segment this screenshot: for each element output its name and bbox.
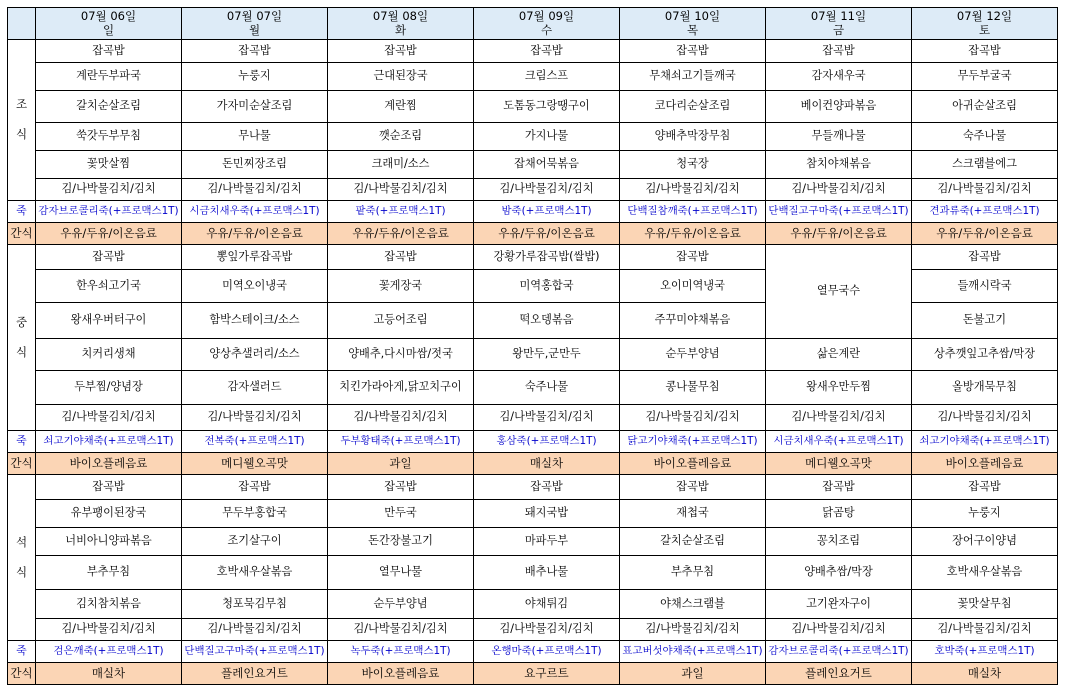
- breakfast-label: [8, 40, 36, 201]
- menu-cell: 김/나박물김치/김치: [912, 619, 1058, 641]
- juk-cell: 전복죽(+프로맥스1T): [182, 431, 328, 453]
- header-row: [8, 8, 1058, 40]
- menu-cell: 올방개묵무침: [912, 371, 1058, 405]
- menu-cell: 오이미역냉국: [620, 270, 766, 303]
- juk-label: 죽: [8, 641, 36, 663]
- menu-cell: 김/나박물김치/김치: [36, 179, 182, 201]
- dinner-juk-row: [8, 641, 1058, 663]
- menu-cell: 잡곡밥: [328, 245, 474, 270]
- menu-cell: 조기살구이: [182, 528, 328, 556]
- lunch-label-char: 중: [15, 314, 28, 329]
- menu-cell: 김치참치볶음: [36, 590, 182, 619]
- menu-cell: 호박새우살볶음: [182, 556, 328, 590]
- menu-cell: 감자새우국: [766, 63, 912, 91]
- day-weekday: 목: [686, 22, 699, 37]
- menu-cell: 김/나박물김치/김치: [766, 405, 912, 431]
- menu-cell: 잡곡밥: [474, 40, 620, 63]
- menu-cell: 부추무침: [620, 556, 766, 590]
- menu-cell: 야채튀김: [474, 590, 620, 619]
- breakfast-row: [8, 179, 1058, 201]
- menu-cell: 깻순조림: [328, 123, 474, 151]
- menu-cell: 김/나박물김치/김치: [328, 179, 474, 201]
- snack-cell: 매실차: [912, 663, 1058, 685]
- snack-cell: 메디웰오곡맛: [182, 453, 328, 475]
- menu-cell: 아귀순살조림: [912, 91, 1058, 123]
- menu-cell: 잡곡밥: [36, 245, 182, 270]
- menu-cell: 숙주나물: [474, 371, 620, 405]
- breakfast-label-char: 식: [15, 127, 28, 141]
- menu-cell: 야채스크램블: [620, 590, 766, 619]
- menu-cell: 잡곡밥: [766, 40, 912, 63]
- menu-cell: 김/나박물김치/김치: [474, 619, 620, 641]
- menu-cell: 만두국: [328, 500, 474, 528]
- juk-label: 죽: [8, 431, 36, 453]
- menu-cell: 한우쇠고기국: [36, 270, 182, 303]
- day-date: 07월 12일: [956, 9, 1013, 24]
- menu-cell: 꽃맛살찜: [36, 151, 182, 179]
- dinner-row: [8, 500, 1058, 528]
- menu-cell: 잡곡밥: [328, 475, 474, 500]
- day-header: [766, 8, 912, 40]
- menu-cell: 고등어조림: [328, 303, 474, 339]
- menu-cell: 잡곡밥: [36, 475, 182, 500]
- menu-cell: 치킨가라아게,닭꼬치구이: [328, 371, 474, 405]
- menu-cell: 잡곡밥: [766, 475, 912, 500]
- corner-cell: [8, 8, 36, 40]
- menu-cell: 돈불고기: [912, 303, 1058, 339]
- juk-cell: 닭고기야채죽(+프로맥스1T): [620, 431, 766, 453]
- snack-cell: 플레인요거트: [766, 663, 912, 685]
- meal-schedule-table: [7, 7, 1058, 685]
- menu-cell: 김/나박물김치/김치: [182, 619, 328, 641]
- menu-cell: 김/나박물김치/김치: [912, 179, 1058, 201]
- menu-cell: 유부팽이된장국: [36, 500, 182, 528]
- menu-cell: 양상추샐러리/소스: [182, 339, 328, 371]
- snack-label: 간식: [8, 453, 36, 475]
- dinner-label-char: 석: [15, 534, 28, 549]
- snack-cell: 우유/두유/이온음료: [766, 223, 912, 245]
- menu-cell: 무채쇠고기들깨국: [620, 63, 766, 91]
- juk-cell: 팥죽(+프로맥스1T): [328, 201, 474, 223]
- menu-cell: 콩나물무침: [620, 371, 766, 405]
- menu-cell: 고기완자구이: [766, 590, 912, 619]
- menu-cell: 김/나박물김치/김치: [620, 179, 766, 201]
- menu-cell: 잡채어묵볶음: [474, 151, 620, 179]
- menu-cell: 김/나박물김치/김치: [474, 179, 620, 201]
- day-header: [474, 8, 620, 40]
- menu-cell: 김/나박물김치/김치: [766, 179, 912, 201]
- snack-cell: 우유/두유/이온음료: [474, 223, 620, 245]
- juk-cell: 단백질참깨죽(+프로맥스1T): [620, 201, 766, 223]
- dinner-row: [8, 590, 1058, 619]
- juk-cell: 시금치새우죽(+프로맥스1T): [766, 431, 912, 453]
- menu-cell: 계란두부파국: [36, 63, 182, 91]
- juk-cell: 온행마죽(+프로맥스1T): [474, 641, 620, 663]
- snack-cell: 우유/두유/이온음료: [182, 223, 328, 245]
- menu-cell: 김/나박물김치/김치: [36, 405, 182, 431]
- day-date: 07월 07일: [226, 9, 283, 24]
- menu-cell: 감자샐러드: [182, 371, 328, 405]
- menu-cell: 삶은계란: [766, 339, 912, 371]
- menu-cell: 가자미순살조림: [182, 91, 328, 123]
- menu-cell: 크래미/소스: [328, 151, 474, 179]
- menu-cell: 돼지국밥: [474, 500, 620, 528]
- dinner-label-char: 식: [15, 564, 28, 579]
- menu-cell: 강황가루잡곡밥(쌀밥): [474, 245, 620, 270]
- day-date: 07월 08일: [372, 9, 429, 24]
- menu-cell: 잡곡밥: [912, 245, 1058, 270]
- lunch-snack-row: [8, 453, 1058, 475]
- lunch-row: [8, 405, 1058, 431]
- juk-cell: 감자브로콜리죽(+프로맥스1T): [36, 201, 182, 223]
- snack-cell: 과일: [328, 453, 474, 475]
- menu-cell: 상추깻잎고추쌈/막장: [912, 339, 1058, 371]
- menu-cell: 떡오뎅볶음: [474, 303, 620, 339]
- snack-cell: 우유/두유/이온음료: [328, 223, 474, 245]
- menu-cell: 김/나박물김치/김치: [912, 405, 1058, 431]
- menu-cell: 누룽지: [182, 63, 328, 91]
- menu-cell: 돈민찌장조림: [182, 151, 328, 179]
- menu-cell: 잡곡밥: [912, 40, 1058, 63]
- juk-cell: 검은깨죽(+프로맥스1T): [36, 641, 182, 663]
- juk-cell: 녹두죽(+프로맥스1T): [328, 641, 474, 663]
- menu-cell: 잡곡밥: [620, 475, 766, 500]
- snack-cell: 요구르트: [474, 663, 620, 685]
- menu-cell: 누룽지: [912, 500, 1058, 528]
- lunch-row: [8, 371, 1058, 405]
- snack-cell: 매실차: [36, 663, 182, 685]
- menu-cell: 김/나박물김치/김치: [328, 619, 474, 641]
- menu-cell: 주꾸미야채볶음: [620, 303, 766, 339]
- juk-cell: 시금치새우죽(+프로맥스1T): [182, 201, 328, 223]
- menu-cell: 치커리생채: [36, 339, 182, 371]
- menu-cell: 미역오이냉국: [182, 270, 328, 303]
- menu-cell: 꽁치조림: [766, 528, 912, 556]
- breakfast-snack-row: [8, 223, 1058, 245]
- juk-cell: 감자브로콜리죽(+프로맥스1T): [766, 641, 912, 663]
- menu-cell: 참치야채볶음: [766, 151, 912, 179]
- menu-cell: 근대된장국: [328, 63, 474, 91]
- juk-cell: 표고버섯야채죽(+프로맥스1T): [620, 641, 766, 663]
- day-weekday: 금: [832, 22, 845, 37]
- menu-cell: 너비아니양파볶음: [36, 528, 182, 556]
- menu-cell: 김/나박물김치/김치: [182, 405, 328, 431]
- menu-cell: 무들깨나물: [766, 123, 912, 151]
- juk-cell: 단백질고구마죽(+프로맥스1T): [766, 201, 912, 223]
- menu-cell: 배추나물: [474, 556, 620, 590]
- menu-cell: 잡곡밥: [912, 475, 1058, 500]
- snack-cell: 매실차: [474, 453, 620, 475]
- menu-cell: 두부찜/양념장: [36, 371, 182, 405]
- day-weekday: 수: [540, 22, 553, 37]
- menu-cell: 김/나박물김치/김치: [474, 405, 620, 431]
- snack-label: 간식: [8, 663, 36, 685]
- snack-cell: 우유/두유/이온음료: [36, 223, 182, 245]
- menu-cell: 김/나박물김치/김치: [766, 619, 912, 641]
- dinner-snack-row: [8, 663, 1058, 685]
- snack-cell: 메디웰오곡맛: [766, 453, 912, 475]
- menu-cell: 청국장: [620, 151, 766, 179]
- menu-cell: 김/나박물김치/김치: [328, 405, 474, 431]
- snack-cell: 플레인요거트: [182, 663, 328, 685]
- menu-cell: 잡곡밥: [36, 40, 182, 63]
- lunch-juk-row: [8, 431, 1058, 453]
- breakfast-row: [8, 123, 1058, 151]
- menu-cell: 순두부양념: [328, 590, 474, 619]
- menu-cell: 갈치순살조림: [620, 528, 766, 556]
- menu-cell: 돈간장불고기: [328, 528, 474, 556]
- breakfast-juk-row: [8, 201, 1058, 223]
- menu-cell: 김/나박물김치/김치: [620, 405, 766, 431]
- snack-cell: 바이오플레음료: [328, 663, 474, 685]
- menu-cell: 김/나박물김치/김치: [620, 619, 766, 641]
- menu-cell: 양배추,다시마쌈/젓국: [328, 339, 474, 371]
- menu-cell: 무나물: [182, 123, 328, 151]
- juk-cell: 호박죽(+프로맥스1T): [912, 641, 1058, 663]
- menu-cell: 도톰동그랑땡구이: [474, 91, 620, 123]
- breakfast-row: [8, 63, 1058, 91]
- menu-cell: 들깨시락국: [912, 270, 1058, 303]
- snack-cell: 바이오플레음료: [36, 453, 182, 475]
- menu-cell: 미역홍합국: [474, 270, 620, 303]
- breakfast-row: [8, 91, 1058, 123]
- menu-cell: 왕새우만두찜: [766, 371, 912, 405]
- snack-cell: 바이오플레음료: [620, 453, 766, 475]
- menu-cell: 잡곡밥: [620, 40, 766, 63]
- menu-cell: 뽕잎가루잡곡밥: [182, 245, 328, 270]
- snack-label: 간식: [8, 223, 36, 245]
- menu-cell: 잡곡밥: [182, 40, 328, 63]
- snack-cell: 우유/두유/이온음료: [620, 223, 766, 245]
- menu-cell: 김/나박물김치/김치: [36, 619, 182, 641]
- menu-cell: 함박스테이크/소스: [182, 303, 328, 339]
- day-date: 07월 06일: [80, 9, 137, 24]
- juk-cell: 쇠고기야채죽(+프로맥스1T): [36, 431, 182, 453]
- juk-cell: 단백질고구마죽(+프로맥스1T): [182, 641, 328, 663]
- menu-cell: 왕만두,군만두: [474, 339, 620, 371]
- menu-cell: 베이컨양파볶음: [766, 91, 912, 123]
- menu-cell: 양배추막장무침: [620, 123, 766, 151]
- menu-cell: 김/나박물김치/김치: [182, 179, 328, 201]
- day-header: [620, 8, 766, 40]
- day-date: 07월 09일: [518, 9, 575, 24]
- menu-cell: 숙주나물: [912, 123, 1058, 151]
- menu-cell: 갈치순살조림: [36, 91, 182, 123]
- day-weekday: 월: [248, 22, 261, 37]
- dinner-row: [8, 528, 1058, 556]
- menu-cell: 장어구이양념: [912, 528, 1058, 556]
- menu-cell: 계란찜: [328, 91, 474, 123]
- menu-cell: 순두부양념: [620, 339, 766, 371]
- snack-cell: 과일: [620, 663, 766, 685]
- breakfast-label-char: 조: [15, 97, 28, 112]
- menu-cell: 재첩국: [620, 500, 766, 528]
- menu-cell: 잡곡밥: [620, 245, 766, 270]
- lunch-label: [8, 245, 36, 431]
- menu-cell: 잡곡밥: [328, 40, 474, 63]
- breakfast-row: [8, 151, 1058, 179]
- menu-cell: 열무국수: [766, 245, 912, 339]
- menu-cell: 왕새우버터구이: [36, 303, 182, 339]
- snack-cell: 바이오플레음료: [912, 453, 1058, 475]
- menu-cell: 부추무침: [36, 556, 182, 590]
- day-weekday: 일: [102, 22, 115, 37]
- juk-cell: 두부황태죽(+프로맥스1T): [328, 431, 474, 453]
- juk-cell: 홍삼죽(+프로맥스1T): [474, 431, 620, 453]
- breakfast-row: [8, 40, 1058, 63]
- day-header: [182, 8, 328, 40]
- menu-cell: 꽃게장국: [328, 270, 474, 303]
- menu-cell: 코다리순살조림: [620, 91, 766, 123]
- menu-cell: 닭곰탕: [766, 500, 912, 528]
- dinner-row: [8, 619, 1058, 641]
- day-header: [912, 8, 1058, 40]
- juk-cell: 쇠고기야채죽(+프로맥스1T): [912, 431, 1058, 453]
- menu-cell: 잡곡밥: [474, 475, 620, 500]
- day-header: [328, 8, 474, 40]
- menu-cell: 호박새우살볶음: [912, 556, 1058, 590]
- snack-cell: 우유/두유/이온음료: [912, 223, 1058, 245]
- menu-cell: 쑥갓두부무침: [36, 123, 182, 151]
- menu-cell: 청포묵김무침: [182, 590, 328, 619]
- lunch-row: [8, 339, 1058, 371]
- dinner-row: [8, 475, 1058, 500]
- menu-cell: 잡곡밥: [182, 475, 328, 500]
- menu-cell: 가지나물: [474, 123, 620, 151]
- lunch-row: [8, 245, 1058, 270]
- menu-cell: 크림스프: [474, 63, 620, 91]
- day-date: 07월 10일: [664, 9, 721, 24]
- dinner-row: [8, 556, 1058, 590]
- juk-cell: 밤죽(+프로맥스1T): [474, 201, 620, 223]
- lunch-label-char: 식: [15, 344, 28, 359]
- menu-cell: 열무나물: [328, 556, 474, 590]
- menu-cell: 양배추쌈/막장: [766, 556, 912, 590]
- juk-cell: 견과류죽(+프로맥스1T): [912, 201, 1058, 223]
- juk-label: 죽: [8, 201, 36, 223]
- menu-cell: 마파두부: [474, 528, 620, 556]
- day-date: 07월 11일: [810, 9, 867, 24]
- menu-cell: 꽃맛살무침: [912, 590, 1058, 619]
- day-weekday: 화: [394, 22, 407, 37]
- dinner-label: [8, 475, 36, 641]
- menu-cell: 무두부홍합국: [182, 500, 328, 528]
- day-weekday: 토: [978, 22, 991, 37]
- menu-cell: 무두부굴국: [912, 63, 1058, 91]
- day-header: [36, 8, 182, 40]
- menu-cell: 스크램블에그: [912, 151, 1058, 179]
